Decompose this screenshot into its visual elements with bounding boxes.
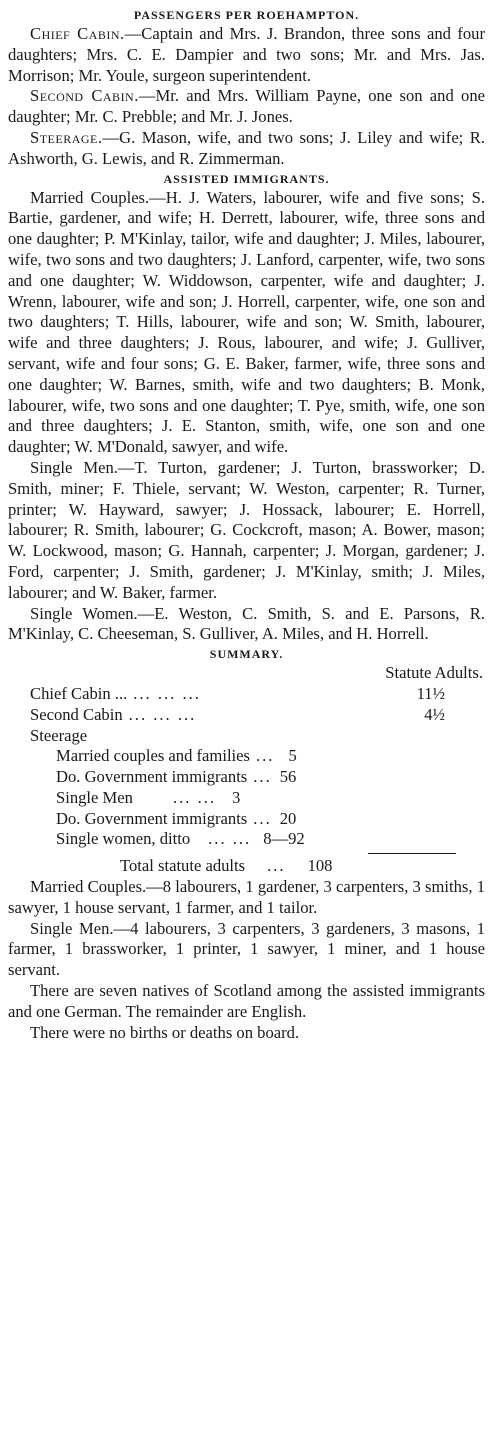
summary-row-dots: ...	[253, 808, 272, 828]
summary-row-dots: ...	[253, 767, 272, 787]
summary-row-value: 56	[279, 767, 297, 787]
summary-row-dots: ...	[256, 746, 275, 766]
summary-row-label: Second Cabin	[30, 704, 123, 724]
summary-row-value: 3	[232, 787, 241, 807]
summary-row-value: 8—92	[263, 829, 305, 849]
summary-row	[8, 684, 485, 705]
summary-row-label: Married couples and families	[56, 746, 250, 766]
natives-paragraph: There are seven natives of Scotland among the assisted immigrants and one German. The remainder are English.	[8, 981, 485, 1021]
single-men-paragraph: Single Men.—T. Turton, gardener; J. Turton, brassworker; D. Smith, miner; F. Thiele, servant; W. Weston, carpenter; R. Turner, printer; W. Hayward, sawyer; J. Hossack, labourer; E. Horrell, labourer; R. Smith, labourer; G. Cockcroft, mason; A. Bower, mason; W. Lockwood, mason; G. Hannah, carpenter; J. Morgan, gardener; J. Ford, carpenter; J. Smith, gardener; J. M'Kinlay, smith; J. Miles, labourer; and W. Baker, farmer.	[8, 457, 485, 602]
summary-row-dots: ... ...	[172, 787, 217, 807]
chief-cabin-paragraph	[8, 24, 485, 86]
passengers-heading: PASSENGERS PER ROEHAMPTON.	[133, 8, 360, 22]
second-cabin-paragraph	[8, 86, 485, 128]
births-paragraph: There were no births or deaths on board.	[30, 1022, 300, 1042]
summary-row-label: Do. Government immigrants	[56, 808, 248, 828]
summary-row-label: Chief Cabin ...	[30, 683, 128, 703]
summary-row-value: 11½	[416, 683, 445, 703]
summary-row	[8, 746, 485, 767]
summary-total-row	[8, 856, 485, 877]
summary-row-label: Steerage	[30, 725, 88, 745]
summary-row-value: 5	[288, 746, 297, 766]
summary-rule	[368, 853, 456, 854]
summary-row-dots: ... ...	[208, 829, 252, 849]
summary-row	[8, 705, 485, 726]
summary-row-label: Do. Government immigrants	[56, 767, 248, 787]
summary-row-value: 20	[279, 808, 297, 828]
second-cabin-text: —Mr. and Mrs. William Payne, one son and one daughter; Mr. C. Prebble; and Mr. J. Jones.	[8, 86, 485, 127]
chief-cabin-text: —Captain and Mrs. J. Brandon, three sons and four daughters; Mrs. C. E. Dampier and two sons; Mr. and Mrs. Jas. Morrison; Mr. Youle, surgeon superintendent.	[8, 24, 485, 85]
summary-row	[8, 767, 485, 788]
trades-married-paragraph: Married Couples.—8 labourers, 1 gardener, 3 carpenters, 3 smiths, 1 sawyer, 1 house servant, 1 farmer, and 1 tailor.	[8, 877, 485, 917]
summary-row	[8, 829, 485, 850]
summary-row-value: 4½	[424, 704, 445, 724]
summary-row	[8, 809, 485, 830]
second-cabin-label: Second Cabin.	[30, 86, 139, 106]
chief-cabin-label: Chief Cabin.	[30, 24, 125, 43]
summary-total-label: Total statute adults	[120, 856, 246, 876]
steerage-paragraph	[8, 128, 485, 170]
statute-adults-header: Statute Adults.	[385, 663, 483, 683]
summary-row	[8, 788, 485, 809]
summary-total-dots: ...	[267, 856, 286, 876]
married-couples-paragraph: Married Couples.—H. J. Waters, labourer, wife and five sons; S. Bartie, gardener, and wife; H. Derrett, labourer, wife, three sons and one daughter; P. M'Kinlay, tailor, wife and daughter; J. Miles, labourer, wife, two sons and two daughters; J. Lanford, carpenter, wife, two sons and one daughter; W. Widdowson, carpenter, wife and daughter; J. Wrenn, labourer, wife and son; J. Horrell, carpenter, wife, one son and two daughters; T. Hills, labourer, wife and son; W. Smith, labourer, wife and three daughters; J. Rous, labourer, and wife; J. Gulliver, servant, wife and four sons; G. E. Baker, farmer, wife, three sons and one daughter; W. Barnes, smith, wife and two daughters; B. Monk, labourer, wife, two sons and one daughter; T. Pye, smith, wife, one son and three daughters; J. E. Stanton, smith, wife, one son and one daughter; W. M'Donald, sawyer, and wife.	[8, 187, 485, 457]
trades-single-men-paragraph: Single Men.—4 labourers, 3 carpenters, 3 gardeners, 3 masons, 1 farmer, 1 brassworker, 1 printer, 1 sawyer, 1 miner, and 1 house servant.	[8, 918, 485, 980]
summary-row-dots: ... ... ...	[133, 683, 201, 703]
steerage-label: Steerage.	[30, 127, 103, 147]
summary-row-dots: ... ... ...	[128, 704, 197, 724]
assisted-heading: ASSISTED IMMIGRANTS.	[163, 171, 330, 186]
summary-row-label: Single women, ditto	[56, 829, 191, 849]
summary-total-value: 108	[307, 856, 333, 876]
steerage-text: —G. Mason, wife, and two sons; J. Liley and wife; R. Ashworth, G. Lewis, and R. Zimmerman.	[8, 127, 485, 168]
summary-row-label: Single Men	[56, 787, 133, 807]
summary-heading: SUMMARY.	[209, 647, 284, 662]
summary-row	[8, 726, 485, 747]
single-women-paragraph: Single Women.—E. Weston, C. Smith, S. and E. Parsons, R. M'Kinlay, C. Cheeseman, S. Gulliver, A. Miles, and H. Horrell.	[8, 603, 485, 644]
